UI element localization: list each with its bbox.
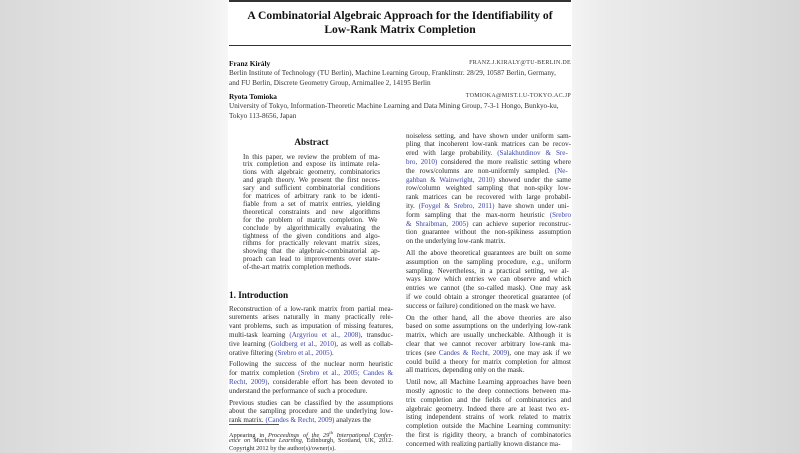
text-line <box>406 349 571 358</box>
text-line <box>229 313 393 322</box>
italic-text: e.g. <box>531 257 543 266</box>
text-run: vant problems, such as imputation of missing features, <box>229 322 393 331</box>
text-line <box>406 228 571 237</box>
text-line <box>406 267 571 276</box>
text-line <box>406 132 571 141</box>
text-run: entries we cannot (the so-called mask). One may ask <box>406 284 571 293</box>
text-line <box>406 396 571 405</box>
text-run: All the above theoretical guarantees are built on some <box>406 248 571 257</box>
text-run: form sampling that the max-norm heuristic <box>406 210 550 219</box>
text-run: tive learning <box>229 339 269 348</box>
text-run: showing that the algebraic-combinatorial ap- <box>243 247 380 256</box>
text-line <box>406 176 571 185</box>
text-run: conclude by algorithmically evaluating the <box>243 223 380 232</box>
text-run: ered with large probability. <box>406 149 498 158</box>
text-line <box>243 263 380 272</box>
text-run: considered the more realistic setting where <box>437 157 571 166</box>
text-run: trix completion and expose its intimate rela- <box>243 160 380 169</box>
text-run: sary and sufficient combinatorial conditions <box>243 184 380 193</box>
author-name: Ryota Tomioka <box>229 92 277 101</box>
text-line <box>406 202 571 211</box>
author-email[interactable]: FRANZ.J.KIRALY@TU-BERLIN.DE <box>469 60 571 66</box>
text-line <box>229 340 393 349</box>
italic-text: International Confer- <box>332 431 394 439</box>
text-line <box>229 322 393 331</box>
text-run: trices (see <box>406 348 439 357</box>
author-affiliation: Tokyo 113-8656, Japan <box>229 112 297 120</box>
author-name: Franz Király <box>229 59 271 68</box>
text-run: row/column weighted sampling that non-spiky low- <box>406 184 571 193</box>
text-run: . <box>332 348 334 357</box>
text-run: Copyright 2012 by the author(s)/owner(s). <box>229 444 336 452</box>
text-line <box>229 387 393 396</box>
text-line <box>406 322 571 331</box>
citation-link[interactable]: & Shraibman, 2005) <box>406 219 469 228</box>
text-run: proach can lead to improvements over state- <box>243 255 380 264</box>
text-line <box>406 284 571 293</box>
text-run: sampling. Nevertheless, in a practical setting, we al- <box>406 266 569 275</box>
text-run: of-the-art matrix completion methods. <box>243 263 352 272</box>
text-line <box>406 405 571 414</box>
text-line <box>406 331 571 340</box>
text-run: and graph theory. We present the first neces- <box>243 176 380 185</box>
text-run: matrix, which are usually uncheckable. Although it is <box>406 331 571 340</box>
text-line <box>229 444 393 453</box>
text-line <box>229 407 393 416</box>
text-run: on the underlying low-rank matrix. <box>406 237 506 246</box>
author-affiliation: Berlin Institute of Technology (TU Berlin), Machine Learning Group, Franklinstr. 28/29, 10587 Berlin, Germany, <box>229 69 556 77</box>
text-line <box>406 431 571 440</box>
text-run: mostly agnostic to the deep connections between ma- <box>406 386 571 395</box>
text-line <box>406 340 571 349</box>
text-run: Following the success of the nuclear norm heuristic <box>229 360 393 369</box>
text-line <box>406 413 571 422</box>
text-line <box>229 360 393 369</box>
superscript: th <box>329 429 333 435</box>
paper-title-line-2: Low-Rank Matrix Completion <box>324 23 476 36</box>
text-run: understand the performance of such a procedure. <box>229 386 368 395</box>
citation-link[interactable]: bro, 2010) <box>406 157 438 166</box>
text-run: the rows/columns are non-uniformly sampled. <box>406 166 555 175</box>
text-run: ), one may ask if we <box>507 348 571 357</box>
citation-link[interactable]: (Ne- <box>554 166 568 175</box>
citation-link[interactable]: gahban & Wainwright, 2010) <box>406 175 495 184</box>
citation-link[interactable]: (Srebro et al., 2005) <box>275 348 333 357</box>
citation-link[interactable]: (Salakhutdinov & Sre- <box>497 149 568 158</box>
text-line <box>406 314 571 323</box>
citation-link[interactable]: Candes & Recht, 2009 <box>438 348 508 357</box>
text-run: analyzes the <box>334 416 372 425</box>
text-line <box>229 369 393 378</box>
text-run: if we could obtain a stronger theoretical guarantee (of <box>406 292 571 301</box>
text-run: assumption on the sampling procedure, <box>406 257 532 266</box>
text-line <box>406 158 571 167</box>
text-line <box>406 387 571 396</box>
text-run: theoretical constraints and new algorithms <box>243 207 380 216</box>
citation-link[interactable]: (Srebro et al., 2005; Candes & <box>298 369 393 378</box>
text-line <box>406 378 571 387</box>
text-line <box>229 378 393 387</box>
title-rule <box>229 45 571 46</box>
text-run: tightness of the given conditions and algo- <box>243 231 380 240</box>
text-run: Appearing in <box>229 431 268 439</box>
text-run: noiseless setting, and have shown under uniform sam- <box>406 131 571 140</box>
text-run: surements arises naturally in many practically rele- <box>229 313 393 322</box>
text-run: completion outside the Machine Learning community: <box>406 422 571 431</box>
citation-link[interactable]: (Candes & Recht, 2009) <box>265 416 335 425</box>
text-line <box>406 167 571 176</box>
text-run: tion guarantee without the non-spikiness assumption <box>406 228 571 237</box>
text-run: clear that we cannot recover arbitrary low-rank ma- <box>406 339 571 348</box>
citation-link[interactable]: (Argyriou et al., 2008) <box>289 330 361 339</box>
text-line <box>406 184 571 193</box>
author-affiliation: University of Tokyo, Information-Theoretic Machine Learning and Data Mining Group, 7-3-1 Hongo, Bunkyo-ku, <box>229 102 559 110</box>
abstract-heading: Abstract <box>294 137 329 147</box>
text-line <box>406 358 571 367</box>
author-email[interactable]: TOMIOKA@MIST.I.U-TOKYO.AC.JP <box>465 93 571 99</box>
text-run: isting independent strains of work related to matrix <box>406 413 571 422</box>
text-line <box>406 258 571 267</box>
text-run: could build a theory for matrix completion for almost <box>406 357 571 366</box>
text-run: can achieve superior reconstruc- <box>468 219 571 228</box>
text-run: , as well as collab- <box>336 339 393 348</box>
text-run: Reconstruction of a low-rank matrix from partial mea- <box>229 304 393 313</box>
text-run: , transduc- <box>360 330 393 339</box>
text-line <box>406 302 571 311</box>
author-affiliation: and FU Berlin, Discrete Geometry Group, Arnimallee 2, 14195 Berlin <box>229 79 431 87</box>
top-rule <box>229 0 571 2</box>
text-run: On the other hand, all the above theories are also <box>406 313 571 322</box>
text-run: trix completion and the fields of combinatorics and <box>406 395 571 404</box>
citation-link[interactable]: (Srebro <box>549 210 571 219</box>
text-run: for the problem of matrix completion. We <box>243 215 378 224</box>
citation-link[interactable]: Recht, 2009) <box>229 377 268 386</box>
text-line <box>406 211 571 220</box>
text-run: rank matrices can be recovered with large probabil- <box>406 193 571 202</box>
text-run: Previous studies can be classified by the assumptions <box>229 398 393 407</box>
text-run: for matrices of arbitrary rank to be identi- <box>243 192 380 200</box>
text-run: rank matrix. <box>229 416 266 425</box>
citation-link[interactable]: (Foygel & Srebro, 2011) <box>418 201 495 210</box>
text-line <box>229 416 393 425</box>
text-line <box>229 349 393 358</box>
text-line <box>406 249 571 258</box>
text-run: Until now, all Machine Learning approaches have been <box>406 378 571 387</box>
text-line <box>406 193 571 202</box>
paper-title-line-1: A Combinatorial Algebraic Approach for the Identifiability of <box>247 9 553 22</box>
text-run: for matrix completion <box>229 369 299 378</box>
text-run: have shown under uni- <box>494 201 569 210</box>
text-run: concerned with realizing partially known distance ma- <box>406 439 561 448</box>
text-run: tions with algebraic geometry, combinatorics <box>243 168 380 177</box>
text-run: , Edinburgh, Scotland, UK, 2012. <box>301 436 393 444</box>
text-line <box>406 422 571 431</box>
text-run: all matrices, depending only on the mask. <box>406 366 525 375</box>
text-run: ways know which entries we can observe and which <box>406 275 571 284</box>
text-line <box>406 440 571 449</box>
text-line <box>229 331 393 340</box>
text-run: rithms for practically relevant matrix sizes, <box>243 239 380 248</box>
text-line <box>406 220 571 229</box>
text-line <box>406 366 571 375</box>
text-run: algebraic geometry. Indeed there are at least two ex- <box>406 404 570 413</box>
text-line <box>406 149 571 158</box>
text-run: based on some assumptions on the underlying low-rank <box>406 322 571 331</box>
text-run: pling that incoherent low-rank matrices can be recov- <box>406 140 571 149</box>
text-run: the first is rigidity theory, a branch of combinatorics <box>406 430 571 439</box>
italic-text: Proceedings of the 29 <box>267 431 330 439</box>
text-run: , considerable effort has been devoted to <box>267 377 393 386</box>
text-run: about the sampling procedure and the underlying low- <box>229 407 393 416</box>
text-run: success or failure) conditioned on the mask we have. <box>406 301 556 310</box>
text-line <box>229 305 393 314</box>
text-line <box>229 399 393 408</box>
text-run: ity. <box>406 201 419 210</box>
text-run: In this paper, we review the problem of ma- <box>243 152 380 161</box>
text-line <box>406 237 571 246</box>
citation-link[interactable]: (Goldberg et al., 2010) <box>268 339 337 348</box>
text-run: fiable from a set of matrix entries, yielding <box>243 199 380 208</box>
section-heading-introduction: 1. Introduction <box>229 290 289 300</box>
text-line <box>406 275 571 284</box>
italic-text: ence on Machine Learning <box>229 436 302 444</box>
text-run: multi-task learning <box>229 330 290 339</box>
text-run: showed under the same <box>494 175 571 184</box>
text-line <box>406 293 571 302</box>
text-run: , uniform <box>542 257 571 266</box>
text-run: orative filtering <box>229 348 276 357</box>
text-line <box>406 140 571 149</box>
